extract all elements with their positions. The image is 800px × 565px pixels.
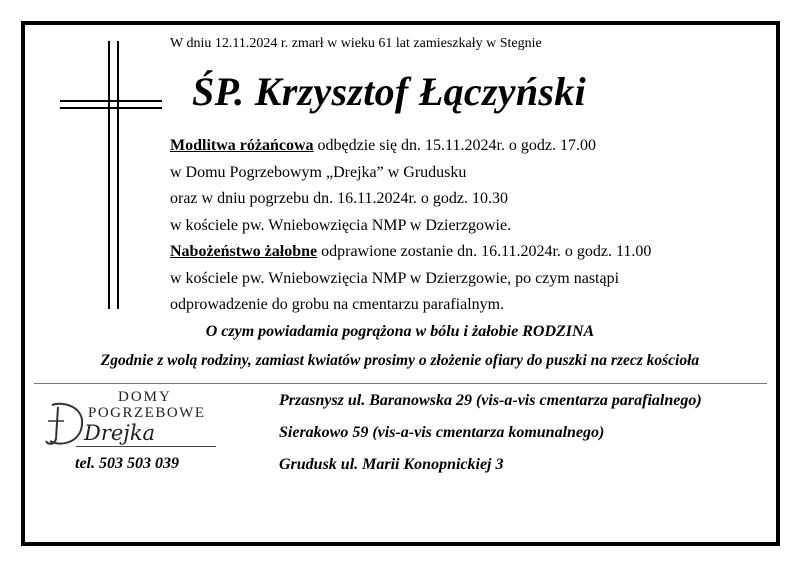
logo-d-emblem-icon [44,399,88,449]
logo-line-1: DOMY [118,389,172,405]
cross-vertical-bar-left [108,41,110,309]
funeral-home-logo [38,387,228,457]
service-label: Nabożeństwo żałobne [170,243,318,260]
intro-text: W dniu 12.11.2024 r. zmarł w wieku 61 lat zamieszkały w Stegnie [170,36,542,51]
logo-underline [76,446,216,447]
address-przasnysz: Przasnysz ul. Baranowska 29 (vis-a-vis cmentarza parafialnego) [279,392,702,409]
body-line-6: w kościele pw. Wniebowzięcia NMP w Dzierzgowie, po czym nastąpi [170,269,620,287]
body-line-4: w kościele pw. Wniebowzięcia NMP w Dzierzgowie. [170,216,512,234]
cross-vertical-bar-right [117,41,119,309]
address-grudusk: Grudusk ul. Marii Konopnickiej 3 [279,456,504,473]
body-line-1-rest: odbędzie się dn. 15.11.2024r. o godz. 17.00 [313,137,597,154]
obituary-body [170,133,651,319]
cross-horizontal-bar-top [60,100,162,102]
body-line-1 [170,133,651,160]
body-line-7: odprowadzenie do grobu na cmentarzu parafialnym. [170,296,505,313]
body-line-5-rest: odprawione zostanie dn. 16.11.2024r. o godz. 11.00 [317,243,652,260]
family-wish: Zgodnie z wolą rodziny, zamiast kwiatów prosimy o złożenie ofiary do puszki na rzecz kościoła [100,352,700,369]
address-sierakowo: Sierakowo 59 (vis-a-vis cmentarza komunalnego) [279,424,605,441]
body-line-3: oraz w dniu pogrzebu dn. 16.11.2024r. o godz. 10.30 [170,190,509,207]
rosary-label: Modlitwa różańcowa [170,137,314,154]
cross-horizontal-bar-bottom [60,107,162,109]
divider-line [34,383,767,384]
funeral-home-phone: tel. 503 503 039 [75,455,179,472]
family-announcement: O czym powiadamia pogrążona w bólu i żałobie RODZINA [205,323,595,340]
body-line-5 [170,239,651,266]
logo-line-3: Drejka [84,421,156,445]
deceased-name: ŚP. Krzysztof Łączyński [192,69,586,114]
logo-line-2: POGRZEBOWE [88,405,206,421]
body-line-2: w Domu Pogrzebowym „Drejka” w Grudusku [170,163,467,181]
